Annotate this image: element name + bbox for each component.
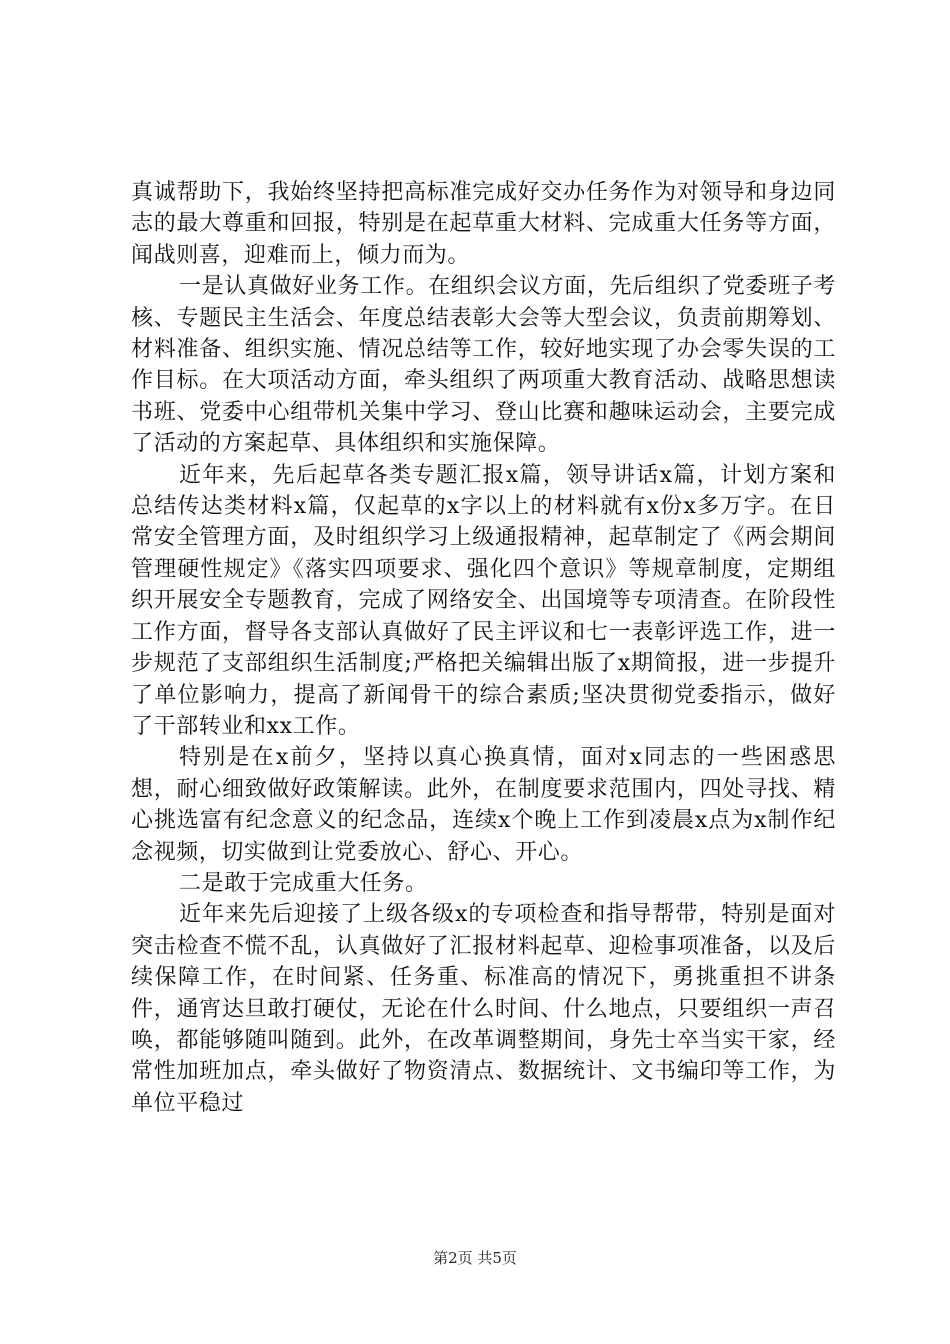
paragraph-6: 近年来先后迎接了上级各级x的专项检查和指导帮带，特别是面对突击检查不慌不乱，认真做好了汇报材料起草、迎检事项准备，以及后续保障工作，在时间紧、任务重、标准高的情况下，勇挑重担不讲条件，通宵达旦敢打硬仗，无论在什么时间、什么地点，只要组织一声召唤，都能够随叫随到。此外，在改革调整期间，身先士卒当实干家，经常性加班加点，牵头做好了物资清点、数据统计、文书编印等工作，为单位平稳过 xyxy=(131,902,836,1116)
paragraph-2: 一是认真做好业务工作。在组织会议方面，先后组织了党委班子考核、专题民主生活会、年度总结表彰大会等大型会议，负责前期筹划、材料准备、组织实施、情况总结等工作，较好地实现了办会零失误的工作目标。在大项活动方面，牵头组织了两项重大教育活动、战略思想读书班、党委中心组带机关集中学习、登山比赛和趣味运动会，主要完成了活动的方案起草、具体组织和实施保障。 xyxy=(131,274,836,457)
page-number-footer: 第2页 共5页 xyxy=(433,1249,517,1267)
paragraph-1: 真诚帮助下，我始终坚持把高标准完成好交办任务作为对领导和身边同志的最大尊重和回报，特别是在起草重大材料、完成重大任务等方面，闻战则喜，迎难而上，倾力而为。 xyxy=(131,180,836,268)
paragraph-3: 近年来，先后起草各类专题汇报x篇，领导讲话x篇，计划方案和总结传达类材料x篇，仅起草的x字以上的材料就有x份x多万字。在日常安全管理方面，及时组织学习上级通报精神，起草制定了《两会期间管理硬性规定》《落实四项要求、强化四个意识》等规章制度，定期组织开展安全专题教育，完成了网络安全、出国境等专项清查。在阶段性工作方面，督导各支部认真做好了民主评议和七一表彰评选工作，进一步规范了支部组织生活制度;严格把关编辑出版了x期简报，进一步提升了单位影响力，提高了新闻骨干的综合素质;坚决贯彻党委指示，做好了干部转业和xx工作。 xyxy=(131,462,836,739)
paragraph-4: 特别是在x前夕，坚持以真心换真情，面对x同志的一些困惑思想，耐心细致做好政策解读。此外，在制度要求范围内，四处寻找、精心挑选富有纪念意义的纪念品，连续x个晚上工作到凌晨x点为x制作纪念视频，切实做到让党委放心、舒心、开心。 xyxy=(131,745,836,865)
document-body xyxy=(131,177,836,1119)
paragraph-5: 二是敢于完成重大任务。 xyxy=(179,870,428,896)
